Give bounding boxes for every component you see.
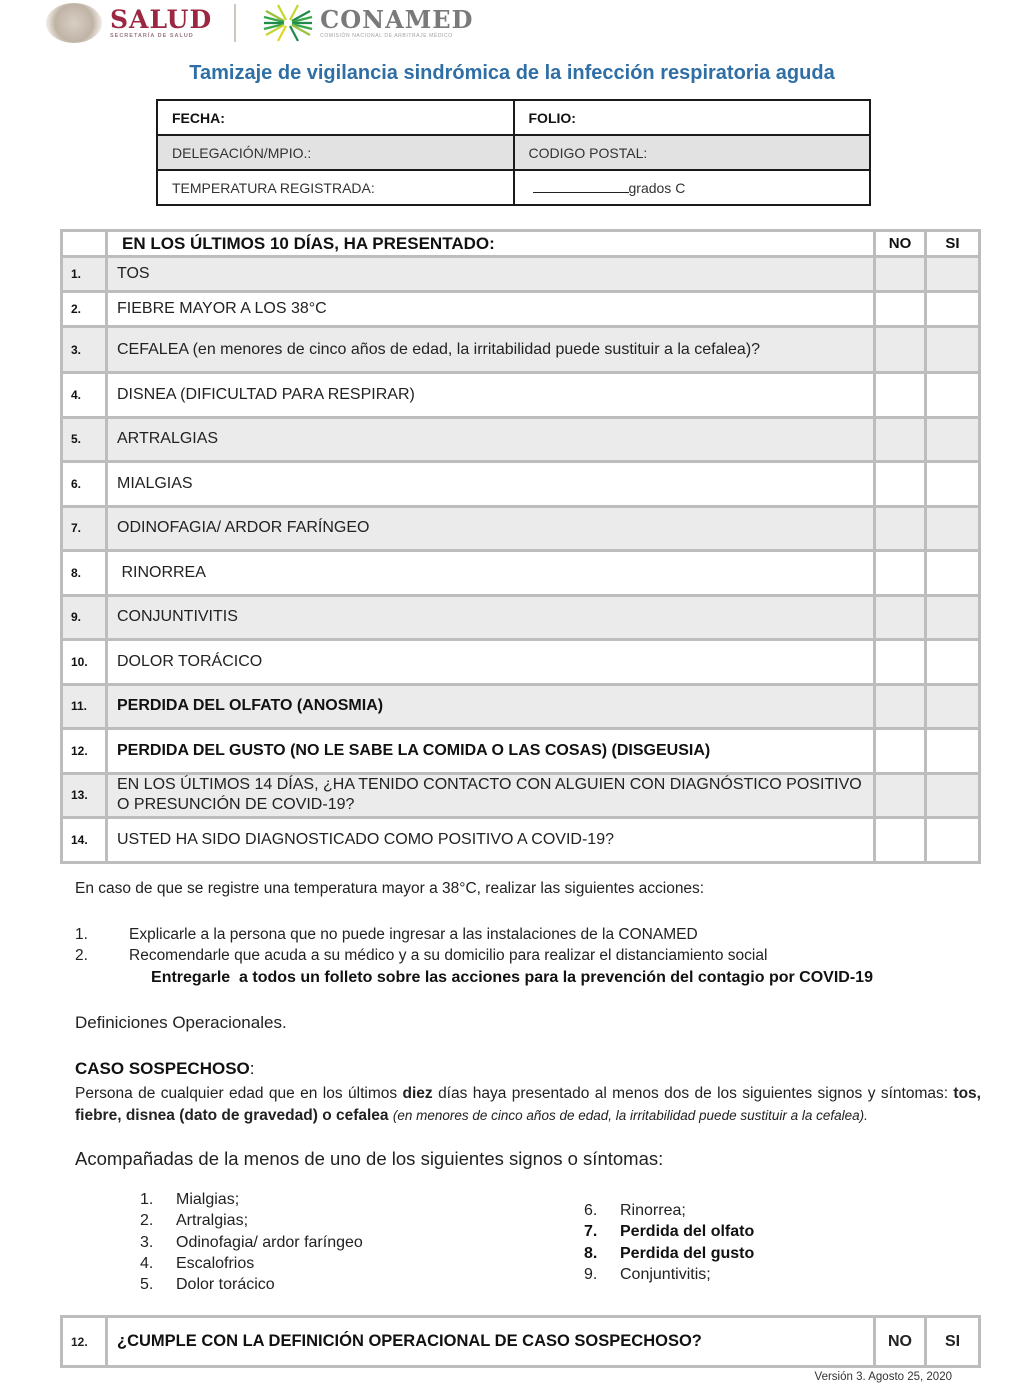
si-checkbox-cell[interactable] bbox=[926, 327, 980, 373]
conamed-logo bbox=[320, 7, 473, 39]
row-number: 4. bbox=[62, 373, 107, 418]
no-checkbox-cell[interactable] bbox=[875, 595, 926, 640]
no-checkbox-cell[interactable] bbox=[875, 640, 926, 685]
row-number: 12. bbox=[62, 729, 107, 774]
conamed-logo-word: CONAMED bbox=[320, 5, 474, 34]
row-number: 7. bbox=[62, 506, 107, 551]
no-checkbox-cell[interactable] bbox=[875, 773, 926, 818]
definitions-heading: Definiciones Operacionales. bbox=[75, 1013, 287, 1032]
si-checkbox-cell[interactable] bbox=[926, 417, 980, 462]
info-table bbox=[156, 99, 871, 206]
final-question-label: ¿CUMPLE CON LA DEFINICIÓN OPERACIONAL DE CASO SOSPECHOSO? bbox=[107, 1317, 875, 1367]
table-row bbox=[62, 818, 980, 863]
symptom-label: PERDIDA DEL OLFATO (ANOSMIA) bbox=[107, 684, 875, 729]
signs-list-left bbox=[140, 1189, 363, 1295]
action-item-1: 1. Explicarle a la persona que no puede ingresar a las instalaciones de la CONAMED bbox=[75, 926, 698, 943]
table-row bbox=[62, 729, 980, 774]
final-question-row bbox=[62, 1317, 980, 1367]
list-item: 9. Conjuntivitis; bbox=[584, 1265, 711, 1283]
no-checkbox-cell[interactable] bbox=[875, 684, 926, 729]
si-checkbox-cell[interactable] bbox=[926, 818, 980, 863]
list-item: 6. Rinorrea; bbox=[584, 1202, 686, 1219]
symptom-label: ODINOFAGIA/ ARDOR FARÍNGEO bbox=[107, 506, 875, 551]
table-row bbox=[62, 773, 980, 818]
table-row bbox=[62, 595, 980, 640]
final-no-checkbox-cell[interactable]: NO bbox=[875, 1317, 926, 1367]
si-checkbox-cell[interactable] bbox=[926, 462, 980, 507]
symptoms-header: EN LOS ÚLTIMOS 10 DÍAS, HA PRESENTADO: bbox=[107, 231, 875, 257]
si-checkbox-cell[interactable] bbox=[926, 373, 980, 418]
row-number: 3. bbox=[62, 327, 107, 373]
symptom-label: TOS bbox=[107, 257, 875, 292]
symptom-label: DISNEA (DIFICULTAD PARA RESPIRAR) bbox=[107, 373, 875, 418]
final-question-table bbox=[60, 1315, 981, 1368]
temperatura-label: TEMPERATURA REGISTRADA: bbox=[157, 170, 514, 205]
no-checkbox-cell[interactable] bbox=[875, 327, 926, 373]
row-number: 13. bbox=[62, 773, 107, 818]
fecha-field[interactable]: FECHA: bbox=[157, 100, 514, 135]
grados-label: grados C bbox=[628, 179, 686, 196]
symptom-label: CEFALEA (en menores de cinco años de edad, la irritabilidad puede sustituir a la cefalea)? bbox=[107, 327, 875, 373]
list-item: 1. Mialgias; bbox=[140, 1191, 240, 1208]
table-row bbox=[62, 257, 980, 292]
codigo-postal-field[interactable]: CODIGO POSTAL: bbox=[514, 135, 871, 170]
list-item: 5. Dolor torácico bbox=[140, 1276, 275, 1294]
si-checkbox-cell[interactable] bbox=[926, 292, 980, 327]
row-number: 5. bbox=[62, 417, 107, 462]
table-row bbox=[62, 506, 980, 551]
si-checkbox-cell[interactable] bbox=[926, 684, 980, 729]
actions-intro: En caso de que se registre una temperatura mayor a 38°C, realizar las siguientes acciones: bbox=[75, 880, 705, 897]
delegacion-field[interactable]: DELEGACIÓN/MPIO.: bbox=[157, 135, 514, 170]
symptom-label: CONJUNTIVITIS bbox=[107, 595, 875, 640]
symptom-label: PERDIDA DEL GUSTO (NO LE SABE LA COMIDA O LAS COSAS) (DISGEUSIA) bbox=[107, 729, 875, 774]
caso-sospechoso-definition: Persona de cualquier edad que en los últimos diez días haya presentado al menos dos de los siguientes signos y síntomas: tos, fiebre, disnea (dato de gravedad) o cefalea (en menores de cinco años de edad, la irritabilidad puede sustituir a la cefalea). bbox=[75, 1085, 981, 1124]
table-row bbox=[62, 684, 980, 729]
table-row bbox=[62, 292, 980, 327]
no-checkbox-cell[interactable] bbox=[875, 551, 926, 596]
si-column-header: SI bbox=[926, 231, 980, 257]
row-number: 11. bbox=[62, 684, 107, 729]
table-row bbox=[62, 373, 980, 418]
si-checkbox-cell[interactable] bbox=[926, 551, 980, 596]
list-item: 7. Perdida del olfato bbox=[584, 1223, 755, 1241]
conamed-emblem-icon bbox=[262, 3, 314, 43]
symptom-label: USTED HA SIDO DIAGNOSTICADO COMO POSITIVO A COVID-19? bbox=[107, 818, 875, 863]
folio-field[interactable]: FOLIO: bbox=[514, 100, 871, 135]
no-checkbox-cell[interactable] bbox=[875, 462, 926, 507]
table-row bbox=[62, 417, 980, 462]
accompanied-signs-text: Acompañadas de la menos de uno de los siguientes signos o síntomas: bbox=[75, 1148, 664, 1169]
temperatura-field[interactable] bbox=[514, 170, 871, 205]
row-number: 8. bbox=[62, 551, 107, 596]
list-item: 3. Odinofagia/ ardor faríngeo bbox=[140, 1233, 363, 1251]
temperature-blank-line[interactable] bbox=[533, 181, 629, 193]
salud-logo-subtitle: SECRETARÍA DE SALUD bbox=[110, 33, 194, 39]
signs-list-right bbox=[584, 1200, 754, 1285]
row-number: 9. bbox=[62, 595, 107, 640]
si-checkbox-cell[interactable] bbox=[926, 257, 980, 292]
symptoms-table bbox=[60, 229, 981, 864]
no-column-header: NO bbox=[875, 231, 926, 257]
no-checkbox-cell[interactable] bbox=[875, 506, 926, 551]
page-title: Tamizaje de vigilancia sindrómica de la infección respiratoria aguda bbox=[189, 62, 835, 84]
symptom-label: ARTRALGIAS bbox=[107, 417, 875, 462]
symptom-label: RINORREA bbox=[107, 551, 875, 596]
logo-divider bbox=[234, 4, 236, 42]
row-number: 2. bbox=[62, 292, 107, 327]
action-item-2: 2. Recomendarle que acuda a su médico y a su domicilio para realizar el distanciamiento social bbox=[75, 947, 768, 964]
list-item: 8. Perdida del gusto bbox=[584, 1244, 755, 1262]
no-checkbox-cell[interactable] bbox=[875, 729, 926, 774]
leaflet-instruction: Entregarle a todos un folleto sobre las acciones para la prevención del contagio por COVID-19 bbox=[151, 969, 873, 986]
si-checkbox-cell[interactable] bbox=[926, 595, 980, 640]
row-number: 12. bbox=[62, 1317, 107, 1367]
conamed-logo-subtitle: COMISIÓN NACIONAL DE ARBITRAJE MÉDICO bbox=[320, 33, 453, 39]
row-number: 1. bbox=[62, 257, 107, 292]
si-checkbox-cell[interactable] bbox=[926, 506, 980, 551]
symptom-label: DOLOR TORÁCICO bbox=[107, 640, 875, 685]
no-checkbox-cell[interactable] bbox=[875, 818, 926, 863]
no-checkbox-cell[interactable] bbox=[875, 373, 926, 418]
version-footer: Versión 3. Agosto 25, 2020 bbox=[814, 1371, 952, 1383]
si-checkbox-cell[interactable] bbox=[926, 729, 980, 774]
salud-logo bbox=[110, 7, 212, 39]
list-item: 4. Escalofrios bbox=[140, 1254, 255, 1272]
mexico-seal-icon bbox=[46, 3, 102, 43]
header-logos bbox=[46, 0, 473, 46]
no-checkbox-cell[interactable] bbox=[875, 417, 926, 462]
no-checkbox-cell[interactable] bbox=[875, 257, 926, 292]
table-row bbox=[62, 640, 980, 685]
list-item: 2. Artralgias; bbox=[140, 1212, 249, 1230]
symptom-label: MIALGIAS bbox=[107, 462, 875, 507]
si-checkbox-cell[interactable] bbox=[926, 640, 980, 685]
symptom-label: FIEBRE MAYOR A LOS 38°C bbox=[107, 292, 875, 327]
symptoms-header-row bbox=[62, 231, 980, 257]
table-row bbox=[62, 462, 980, 507]
row-number: 14. bbox=[62, 818, 107, 863]
symptom-label: EN LOS ÚLTIMOS 14 DÍAS, ¿HA TENIDO CONTACTO CON ALGUIEN CON DIAGNÓSTICO POSITIVO O PRESUNCIÓN DE COVID-19? bbox=[107, 773, 875, 818]
row-number: 6. bbox=[62, 462, 107, 507]
table-row bbox=[62, 551, 980, 596]
no-checkbox-cell[interactable] bbox=[875, 292, 926, 327]
caso-sospechoso-title: CASO SOSPECHOSO: bbox=[75, 1059, 255, 1078]
final-si-checkbox-cell[interactable]: SI bbox=[926, 1317, 980, 1367]
si-checkbox-cell[interactable] bbox=[926, 773, 980, 818]
row-number: 10. bbox=[62, 640, 107, 685]
table-row bbox=[62, 327, 980, 373]
salud-logo-word: SALUD bbox=[110, 5, 213, 34]
